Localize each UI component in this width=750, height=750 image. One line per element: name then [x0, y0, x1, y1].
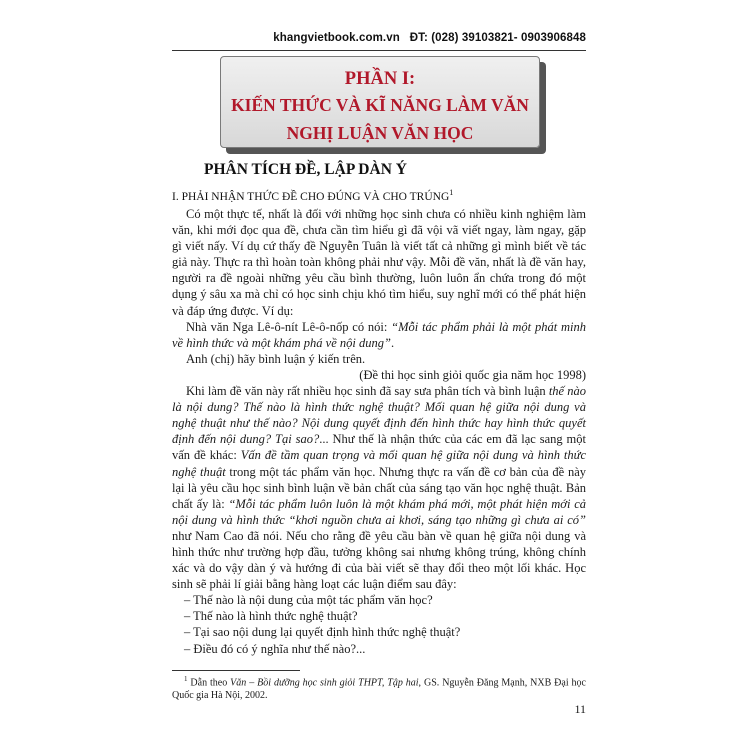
list-item: – Tại sao nội dung lại quyết định hình thức nghệ thuật? [184, 625, 461, 640]
page-header [172, 32, 586, 44]
footnote-details: , GS. Nguyễn Đăng Mạnh, NXB Đại học Quốc gia Hà Nội, 2002. [172, 677, 586, 702]
part-title-box [220, 56, 540, 148]
paragraph-analysis [172, 383, 586, 592]
example-prompt-lead: Nhà văn Nga Lê-ô-nít Lê-ô-nốp có nói: [186, 319, 392, 334]
footnote-lead: Dẫn theo [187, 677, 231, 689]
footnote-divider [172, 670, 300, 671]
section-title: PHÂN TÍCH ĐỀ, LẬP DÀN Ý [204, 161, 407, 178]
footnote-book-title: Văn – Bồi dưỡng học sinh giỏi THPT, Tập hai [230, 677, 419, 689]
list-item: – Điều đó có ý nghĩa như thế nào?... [184, 641, 366, 656]
body-text [172, 206, 586, 657]
paragraph-source: (Đề thi học sinh giỏi quốc gia năm học 1998) [359, 367, 586, 382]
footnote-mark: 1 [184, 675, 188, 683]
header-phone: ĐT: (028) 39103821- 0903906848 [409, 32, 586, 44]
footnote [172, 673, 586, 702]
part-title-line-2: NGHỊ LUẬN VĂN HỌC [286, 123, 474, 143]
sub-heading-text: I. PHẢI NHẬN THỨC ĐỀ CHO ĐÚNG VÀ CHO TRÚNG [172, 190, 450, 203]
analysis-quote: “Mỗi tác phẩm luôn luôn là một khám phá mới, một phát hiện mới cả nội dung và hình thức “khơi nguồn chưa ai khơi, sáng tạo những gì chưa ai có” [172, 496, 586, 527]
paragraph-task: Anh (chị) hãy bình luận ý kiến trên. [186, 351, 366, 366]
list-item: – Thế nào là hình thức nghệ thuật? [184, 609, 358, 624]
footnote-ref: 1 [449, 188, 454, 197]
paragraph-example-prompt [172, 319, 586, 351]
question-list [172, 592, 586, 656]
analysis-part-a: Khi làm đề văn này rất nhiều học sinh đã say sưa phân tích và bình luận [186, 384, 549, 399]
analysis-issue: Vấn đề tầm quan trọng và mối quan hệ giữa nội dung và hình thức nghệ thuật [172, 448, 586, 479]
paragraph-intro: Có một thực tế, nhất là đối với những học sinh chưa có nhiều kinh nghiệm làm văn, khi mới đọc qua đề, chưa cần tìm hiểu gì đã vội vã viết ngay, làm ngay, gặp gì viết nấy. Ví dụ cứ thấy đề Nguyễn Tuân là viết tất cả những gì mình biết về tác giả này. Thực ra thì hoàn toàn không phải như vậy. Mỗi đề văn, nhất là đề văn hay, người ra đề ngoài những yêu cầu bình thường, luôn luôn ẩn chứa trong đó một dụng ý sâu xa mà chỉ có học sinh chịu khó tìm hiểu, suy nghĩ mới có thể phát hiện và đáp ứng được. Ví dụ: [172, 207, 586, 318]
analysis-questions: thế nào là nội dung? Thế nào là hình thức nghệ thuật? Mối quan hệ giữa nội dung và nghệ thuật như thế nào? Nội dung quyết định đến hình thức hay hình thức quyết định đến nội dung? Tại sao? [172, 384, 586, 447]
page-number: 11 [574, 702, 586, 716]
list-item: – Thế nào là nội dung của một tác phẩm văn học? [184, 593, 433, 608]
header-divider [172, 50, 586, 51]
part-title-line-1: KIẾN THỨC VÀ KĨ NĂNG LÀM VĂN [231, 95, 529, 115]
analysis-part-d: như Nam Cao đã nói. Nếu cho rằng đề yêu cầu bàn về quan hệ giữa nội dung và hình thức như trường hợp đầu, tưởng không sai nhưng không trúng, không chính xác và do vậy dàn ý và hướng đi của bài viết sẽ thay đổi theo một lối khác. Học sinh sẽ phải lí giải bằng hàng loạt các luận điểm sau đây: [172, 528, 586, 592]
example-prompt-end: . [390, 335, 395, 350]
analysis-part-b: ... Như thế là nhận thức của các em đã lạc sang một vấn đề khác: [172, 432, 586, 463]
sub-heading [172, 188, 453, 203]
analysis-part-c: trong một tác phẩm văn học. Nhưng thực ra vấn đề cơ bản của đề này lại là yêu cầu học sinh bình luận về bản chất của sáng tạo văn học nghệ thuật. Bản chất ấy là: [172, 464, 586, 511]
example-quote: “Mỗi tác phẩm phải là một phát minh về hình thức và một khám phá về nội dung” [172, 319, 586, 350]
part-label: PHẦN I: [344, 69, 416, 89]
header-website: khangvietbook.com.vn [273, 32, 400, 44]
